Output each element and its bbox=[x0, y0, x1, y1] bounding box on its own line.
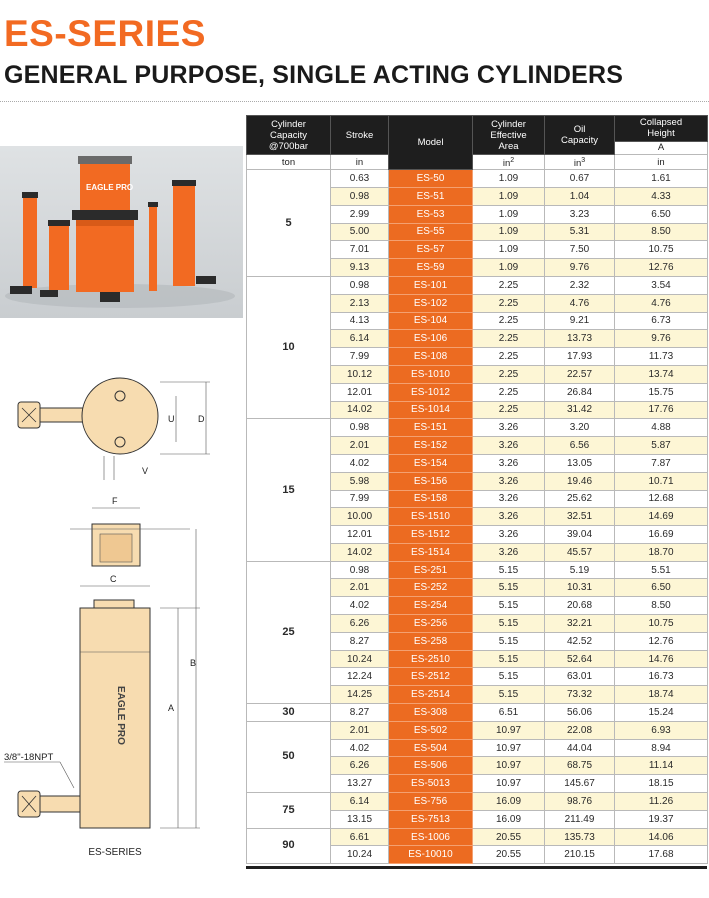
oil-cell: 56.06 bbox=[545, 704, 615, 722]
model-cell: ES-1510 bbox=[389, 508, 473, 526]
stroke-cell: 6.61 bbox=[331, 828, 389, 846]
model-cell: ES-1014 bbox=[389, 401, 473, 419]
model-cell: ES-158 bbox=[389, 490, 473, 508]
height-cell: 14.76 bbox=[615, 650, 708, 668]
stroke-cell: 7.99 bbox=[331, 490, 389, 508]
stroke-cell: 14.02 bbox=[331, 401, 389, 419]
stroke-cell: 2.13 bbox=[331, 294, 389, 312]
model-cell: ES-258 bbox=[389, 632, 473, 650]
stroke-cell: 7.01 bbox=[331, 241, 389, 259]
area-cell: 6.51 bbox=[473, 704, 545, 722]
stroke-cell: 8.27 bbox=[331, 632, 389, 650]
header-height-sub: A bbox=[615, 141, 708, 154]
height-cell: 8.50 bbox=[615, 597, 708, 615]
height-cell: 14.69 bbox=[615, 508, 708, 526]
oil-cell: 25.62 bbox=[545, 490, 615, 508]
height-cell: 12.76 bbox=[615, 632, 708, 650]
unit-oil: $in^3$ bbox=[545, 155, 615, 170]
stroke-cell: 7.99 bbox=[331, 348, 389, 366]
model-cell: ES-1006 bbox=[389, 828, 473, 846]
header-height: Collapsed Height bbox=[615, 116, 708, 142]
table-row bbox=[247, 828, 708, 846]
capacity-cell: 90 bbox=[247, 828, 331, 864]
area-cell: 5.15 bbox=[473, 668, 545, 686]
area-cell: 2.25 bbox=[473, 383, 545, 401]
table-row bbox=[247, 561, 708, 579]
model-cell: ES-308 bbox=[389, 704, 473, 722]
oil-cell: 9.21 bbox=[545, 312, 615, 330]
stroke-cell: 14.02 bbox=[331, 543, 389, 561]
oil-cell: 5.19 bbox=[545, 561, 615, 579]
stroke-cell: 0.98 bbox=[331, 276, 389, 294]
header-oil: Oil Capacity bbox=[545, 116, 615, 155]
oil-cell: 22.57 bbox=[545, 365, 615, 383]
model-cell: ES-2512 bbox=[389, 668, 473, 686]
area-cell: 3.26 bbox=[473, 419, 545, 437]
area-cell: 3.26 bbox=[473, 472, 545, 490]
model-cell: ES-1010 bbox=[389, 365, 473, 383]
oil-cell: 73.32 bbox=[545, 686, 615, 704]
body-brand-text: EAGLE PRO bbox=[115, 686, 126, 745]
dim-b-label: B bbox=[190, 658, 197, 668]
oil-cell: 3.20 bbox=[545, 419, 615, 437]
area-cell: 3.26 bbox=[473, 526, 545, 544]
height-cell: 6.50 bbox=[615, 205, 708, 223]
stroke-cell: 13.15 bbox=[331, 810, 389, 828]
oil-cell: 135.73 bbox=[545, 828, 615, 846]
height-cell: 18.70 bbox=[615, 543, 708, 561]
model-cell: ES-51 bbox=[389, 187, 473, 205]
model-cell: ES-7513 bbox=[389, 810, 473, 828]
oil-cell: 32.51 bbox=[545, 508, 615, 526]
model-cell: ES-59 bbox=[389, 259, 473, 277]
oil-cell: 1.04 bbox=[545, 187, 615, 205]
stroke-cell: 10.12 bbox=[331, 365, 389, 383]
height-cell: 10.75 bbox=[615, 615, 708, 633]
height-cell: 1.61 bbox=[615, 170, 708, 188]
stroke-cell: 0.98 bbox=[331, 561, 389, 579]
capacity-cell: 15 bbox=[247, 419, 331, 561]
top-view-diagram bbox=[10, 372, 230, 492]
product-photo bbox=[0, 146, 243, 318]
oil-cell: 211.49 bbox=[545, 810, 615, 828]
table-row bbox=[247, 419, 708, 437]
model-cell: ES-57 bbox=[389, 241, 473, 259]
height-cell: 6.93 bbox=[615, 721, 708, 739]
height-cell: 5.51 bbox=[615, 561, 708, 579]
height-cell: 4.88 bbox=[615, 419, 708, 437]
height-cell: 11.26 bbox=[615, 793, 708, 811]
capacity-cell: 5 bbox=[247, 170, 331, 277]
oil-cell: 22.08 bbox=[545, 721, 615, 739]
photo-brand-text: EAGLE PRO bbox=[86, 183, 134, 192]
oil-cell: 45.57 bbox=[545, 543, 615, 561]
height-cell: 10.71 bbox=[615, 472, 708, 490]
stroke-cell: 6.26 bbox=[331, 757, 389, 775]
area-cell: 5.15 bbox=[473, 579, 545, 597]
cylinders-illustration bbox=[0, 146, 243, 318]
height-cell: 11.73 bbox=[615, 348, 708, 366]
oil-cell: 26.84 bbox=[545, 383, 615, 401]
height-cell: 5.87 bbox=[615, 437, 708, 455]
height-cell: 12.76 bbox=[615, 259, 708, 277]
area-cell: 20.55 bbox=[473, 846, 545, 864]
area-cell: 2.25 bbox=[473, 330, 545, 348]
oil-cell: 42.52 bbox=[545, 632, 615, 650]
model-cell: ES-1514 bbox=[389, 543, 473, 561]
area-cell: 16.09 bbox=[473, 810, 545, 828]
oil-cell: 145.67 bbox=[545, 775, 615, 793]
oil-cell: 68.75 bbox=[545, 757, 615, 775]
model-cell: ES-55 bbox=[389, 223, 473, 241]
model-cell: ES-756 bbox=[389, 793, 473, 811]
port-label: 3/8"-18NPT bbox=[4, 752, 54, 763]
area-cell: 10.97 bbox=[473, 721, 545, 739]
area-cell: 16.09 bbox=[473, 793, 545, 811]
stroke-cell: 2.99 bbox=[331, 205, 389, 223]
area-cell: 5.15 bbox=[473, 632, 545, 650]
dim-a-label: A bbox=[168, 703, 175, 713]
stroke-cell: 5.00 bbox=[331, 223, 389, 241]
oil-cell: 17.93 bbox=[545, 348, 615, 366]
height-cell: 19.37 bbox=[615, 810, 708, 828]
height-cell: 14.06 bbox=[615, 828, 708, 846]
stroke-cell: 10.24 bbox=[331, 650, 389, 668]
height-cell: 9.76 bbox=[615, 330, 708, 348]
area-cell: 3.26 bbox=[473, 437, 545, 455]
oil-cell: 20.68 bbox=[545, 597, 615, 615]
dim-d-label: D bbox=[198, 414, 205, 424]
height-cell: 7.87 bbox=[615, 454, 708, 472]
height-cell: 17.68 bbox=[615, 846, 708, 864]
model-cell: ES-154 bbox=[389, 454, 473, 472]
stroke-cell: 2.01 bbox=[331, 721, 389, 739]
area-cell: 5.15 bbox=[473, 561, 545, 579]
stroke-cell: 9.13 bbox=[331, 259, 389, 277]
height-cell: 11.14 bbox=[615, 757, 708, 775]
model-cell: ES-251 bbox=[389, 561, 473, 579]
capacity-cell: 25 bbox=[247, 561, 331, 703]
oil-cell: 9.76 bbox=[545, 259, 615, 277]
area-cell: 10.97 bbox=[473, 775, 545, 793]
area-cell: 3.26 bbox=[473, 490, 545, 508]
height-cell: 8.50 bbox=[615, 223, 708, 241]
header-divider bbox=[0, 101, 709, 102]
capacity-cell: 30 bbox=[247, 704, 331, 722]
area-cell: 5.15 bbox=[473, 597, 545, 615]
height-cell: 12.68 bbox=[615, 490, 708, 508]
oil-cell: 3.23 bbox=[545, 205, 615, 223]
height-cell: 8.94 bbox=[615, 739, 708, 757]
capacity-cell: 10 bbox=[247, 276, 331, 418]
oil-cell: 52.64 bbox=[545, 650, 615, 668]
area-cell: 1.09 bbox=[473, 205, 545, 223]
oil-cell: 5.31 bbox=[545, 223, 615, 241]
area-cell: 3.26 bbox=[473, 508, 545, 526]
oil-cell: 31.42 bbox=[545, 401, 615, 419]
area-cell: 1.09 bbox=[473, 223, 545, 241]
area-cell: 2.25 bbox=[473, 294, 545, 312]
model-cell: ES-106 bbox=[389, 330, 473, 348]
model-cell: ES-2510 bbox=[389, 650, 473, 668]
model-cell: ES-152 bbox=[389, 437, 473, 455]
stroke-cell: 8.27 bbox=[331, 704, 389, 722]
area-cell: 3.26 bbox=[473, 543, 545, 561]
stroke-cell: 4.02 bbox=[331, 454, 389, 472]
spec-table bbox=[246, 115, 708, 864]
stroke-cell: 4.13 bbox=[331, 312, 389, 330]
stroke-cell: 6.26 bbox=[331, 615, 389, 633]
unit-height: in bbox=[615, 155, 708, 170]
model-cell: ES-102 bbox=[389, 294, 473, 312]
area-cell: 5.15 bbox=[473, 650, 545, 668]
model-cell: ES-1012 bbox=[389, 383, 473, 401]
height-cell: 15.75 bbox=[615, 383, 708, 401]
area-cell: 1.09 bbox=[473, 170, 545, 188]
model-cell: ES-101 bbox=[389, 276, 473, 294]
oil-cell: 32.21 bbox=[545, 615, 615, 633]
stroke-cell: 13.27 bbox=[331, 775, 389, 793]
oil-cell: 13.73 bbox=[545, 330, 615, 348]
dim-c-label: C bbox=[110, 574, 117, 584]
header-model: Model bbox=[389, 116, 473, 170]
model-cell: ES-504 bbox=[389, 739, 473, 757]
height-cell: 4.76 bbox=[615, 294, 708, 312]
oil-cell: 2.32 bbox=[545, 276, 615, 294]
area-cell: 2.25 bbox=[473, 276, 545, 294]
height-cell: 15.24 bbox=[615, 704, 708, 722]
area-cell: 2.25 bbox=[473, 365, 545, 383]
model-cell: ES-1512 bbox=[389, 526, 473, 544]
oil-cell: 0.67 bbox=[545, 170, 615, 188]
header-area: Cylinder Effective Area bbox=[473, 116, 545, 155]
unit-capacity: ton bbox=[247, 155, 331, 170]
area-cell: 3.26 bbox=[473, 454, 545, 472]
oil-cell: 39.04 bbox=[545, 526, 615, 544]
unit-area: $in^2$ bbox=[473, 155, 545, 170]
stroke-cell: 0.98 bbox=[331, 419, 389, 437]
height-cell: 6.73 bbox=[615, 312, 708, 330]
area-cell: 2.25 bbox=[473, 348, 545, 366]
stroke-cell: 4.02 bbox=[331, 739, 389, 757]
side-view-diagram bbox=[0, 496, 243, 866]
dim-u-label: U bbox=[168, 414, 175, 424]
area-cell: 10.97 bbox=[473, 757, 545, 775]
model-cell: ES-252 bbox=[389, 579, 473, 597]
model-cell: ES-506 bbox=[389, 757, 473, 775]
model-cell: ES-256 bbox=[389, 615, 473, 633]
table-row bbox=[247, 793, 708, 811]
model-cell: ES-10010 bbox=[389, 846, 473, 864]
oil-cell: 7.50 bbox=[545, 241, 615, 259]
stroke-cell: 2.01 bbox=[331, 437, 389, 455]
table-bottom-rule bbox=[246, 866, 707, 869]
table-row bbox=[247, 170, 708, 188]
stroke-cell: 6.14 bbox=[331, 793, 389, 811]
oil-cell: 210.15 bbox=[545, 846, 615, 864]
oil-cell: 44.04 bbox=[545, 739, 615, 757]
stroke-cell: 6.14 bbox=[331, 330, 389, 348]
oil-cell: 19.46 bbox=[545, 472, 615, 490]
oil-cell: 13.05 bbox=[545, 454, 615, 472]
oil-cell: 6.56 bbox=[545, 437, 615, 455]
model-cell: ES-104 bbox=[389, 312, 473, 330]
table-row bbox=[247, 704, 708, 722]
header-stroke: Stroke bbox=[331, 116, 389, 155]
oil-cell: 63.01 bbox=[545, 668, 615, 686]
header-capacity: Cylinder Capacity @700bar bbox=[247, 116, 331, 155]
page-subtitle: GENERAL PURPOSE, SINGLE ACTING CYLINDERS bbox=[4, 61, 624, 89]
height-cell: 16.69 bbox=[615, 526, 708, 544]
stroke-cell: 2.01 bbox=[331, 579, 389, 597]
area-cell: 5.15 bbox=[473, 686, 545, 704]
area-cell: 1.09 bbox=[473, 187, 545, 205]
height-cell: 17.76 bbox=[615, 401, 708, 419]
height-cell: 18.74 bbox=[615, 686, 708, 704]
unit-stroke: in bbox=[331, 155, 389, 170]
stroke-cell: 12.24 bbox=[331, 668, 389, 686]
area-cell: 1.09 bbox=[473, 241, 545, 259]
area-cell: 2.25 bbox=[473, 312, 545, 330]
height-cell: 4.33 bbox=[615, 187, 708, 205]
capacity-cell: 50 bbox=[247, 721, 331, 792]
area-cell: 10.97 bbox=[473, 739, 545, 757]
stroke-cell: 12.01 bbox=[331, 526, 389, 544]
area-cell: 5.15 bbox=[473, 615, 545, 633]
oil-cell: 4.76 bbox=[545, 294, 615, 312]
area-cell: 20.55 bbox=[473, 828, 545, 846]
dim-f-label: F bbox=[112, 496, 118, 506]
area-cell: 2.25 bbox=[473, 401, 545, 419]
capacity-cell: 75 bbox=[247, 793, 331, 829]
stroke-cell: 12.01 bbox=[331, 383, 389, 401]
oil-cell: 10.31 bbox=[545, 579, 615, 597]
stroke-cell: 10.24 bbox=[331, 846, 389, 864]
stroke-cell: 4.02 bbox=[331, 597, 389, 615]
height-cell: 10.75 bbox=[615, 241, 708, 259]
model-cell: ES-156 bbox=[389, 472, 473, 490]
area-cell: 1.09 bbox=[473, 259, 545, 277]
height-cell: 6.50 bbox=[615, 579, 708, 597]
height-cell: 13.74 bbox=[615, 365, 708, 383]
table-row bbox=[247, 721, 708, 739]
height-cell: 3.54 bbox=[615, 276, 708, 294]
stroke-cell: 0.63 bbox=[331, 170, 389, 188]
stroke-cell: 0.98 bbox=[331, 187, 389, 205]
dim-v-label: V bbox=[142, 466, 149, 476]
model-cell: ES-50 bbox=[389, 170, 473, 188]
diagram-caption: ES-SERIES bbox=[88, 847, 142, 858]
stroke-cell: 10.00 bbox=[331, 508, 389, 526]
oil-cell: 98.76 bbox=[545, 793, 615, 811]
spec-table-body bbox=[247, 170, 708, 864]
model-cell: ES-502 bbox=[389, 721, 473, 739]
model-cell: ES-108 bbox=[389, 348, 473, 366]
table-row bbox=[247, 276, 708, 294]
model-cell: ES-2514 bbox=[389, 686, 473, 704]
model-cell: ES-151 bbox=[389, 419, 473, 437]
stroke-cell: 5.98 bbox=[331, 472, 389, 490]
model-cell: ES-53 bbox=[389, 205, 473, 223]
series-title: ES-SERIES bbox=[4, 13, 206, 54]
model-cell: ES-254 bbox=[389, 597, 473, 615]
height-cell: 16.73 bbox=[615, 668, 708, 686]
height-cell: 18.15 bbox=[615, 775, 708, 793]
model-cell: ES-5013 bbox=[389, 775, 473, 793]
stroke-cell: 14.25 bbox=[331, 686, 389, 704]
